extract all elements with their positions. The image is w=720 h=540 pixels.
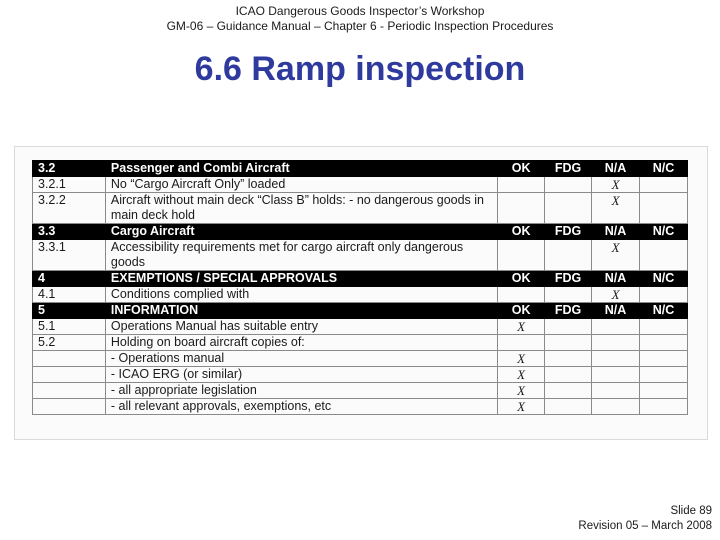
nc-cell: N/C xyxy=(640,271,688,287)
section-header-row xyxy=(33,271,688,287)
header-line-1: ICAO Dangerous Goods Inspector’s Workshop xyxy=(235,4,485,18)
ok-cell xyxy=(498,177,545,193)
na-cell xyxy=(592,319,640,335)
item-number-cell xyxy=(33,351,106,367)
item-number-cell: 4.1 xyxy=(33,287,106,303)
table-row xyxy=(33,399,688,415)
revision-label: Revision 05 – March 2008 xyxy=(578,520,712,532)
ok-cell: OK xyxy=(498,303,545,319)
fdg-cell: FDG xyxy=(545,303,592,319)
description-cell: Cargo Aircraft xyxy=(105,224,497,240)
nc-cell xyxy=(640,383,688,399)
description-cell: INFORMATION xyxy=(105,303,497,319)
item-number-cell: 4 xyxy=(33,271,106,287)
nc-cell xyxy=(640,177,688,193)
nc-cell xyxy=(640,399,688,415)
checklist-body xyxy=(33,161,688,415)
na-cell: N/A xyxy=(592,161,640,177)
table-row xyxy=(33,319,688,335)
ok-cell: X xyxy=(498,319,545,335)
table-row xyxy=(33,383,688,399)
item-number-cell: 3.2.2 xyxy=(33,193,106,224)
slide-number: Slide 89 xyxy=(670,505,712,517)
na-cell: X xyxy=(592,240,640,271)
nc-cell: N/C xyxy=(640,224,688,240)
description-cell: - ICAO ERG (or similar) xyxy=(105,367,497,383)
ok-cell: OK xyxy=(498,224,545,240)
fdg-cell xyxy=(545,351,592,367)
description-cell: Aircraft without main deck “Class B” holds: - no dangerous goods in main deck hold xyxy=(105,193,497,224)
nc-cell xyxy=(640,351,688,367)
description-cell: EXEMPTIONS / SPECIAL APPROVALS xyxy=(105,271,497,287)
table-row xyxy=(33,193,688,224)
ok-cell xyxy=(498,240,545,271)
item-number-cell: 5.1 xyxy=(33,319,106,335)
slide-footer xyxy=(578,504,712,534)
ok-cell: OK xyxy=(498,271,545,287)
ok-cell: X xyxy=(498,383,545,399)
section-header-row xyxy=(33,303,688,319)
description-cell: - all relevant approvals, exemptions, etc xyxy=(105,399,497,415)
na-cell: X xyxy=(592,287,640,303)
nc-cell: N/C xyxy=(640,303,688,319)
slide-title: 6.6 Ramp inspection xyxy=(194,50,526,88)
document-header xyxy=(0,4,720,34)
na-cell: N/A xyxy=(592,224,640,240)
na-cell xyxy=(592,335,640,351)
fdg-cell xyxy=(545,177,592,193)
description-cell: Accessibility requirements met for cargo aircraft only dangerous goods xyxy=(105,240,497,271)
table-row xyxy=(33,240,688,271)
ok-cell xyxy=(498,287,545,303)
table-row xyxy=(33,287,688,303)
nc-cell xyxy=(640,335,688,351)
description-cell: Holding on board aircraft copies of: xyxy=(105,335,497,351)
fdg-cell xyxy=(545,240,592,271)
table-row xyxy=(33,351,688,367)
ok-cell: X xyxy=(498,399,545,415)
description-cell: No “Cargo Aircraft Only” loaded xyxy=(105,177,497,193)
na-cell: N/A xyxy=(592,303,640,319)
section-header-row xyxy=(33,161,688,177)
ok-cell: X xyxy=(498,351,545,367)
nc-cell: N/C xyxy=(640,161,688,177)
fdg-cell: FDG xyxy=(545,161,592,177)
fdg-cell xyxy=(545,287,592,303)
fdg-cell xyxy=(545,383,592,399)
na-cell xyxy=(592,351,640,367)
ok-cell: OK xyxy=(498,161,545,177)
fdg-cell xyxy=(545,399,592,415)
fdg-cell: FDG xyxy=(545,224,592,240)
nc-cell xyxy=(640,367,688,383)
item-number-cell xyxy=(33,399,106,415)
item-number-cell: 5.2 xyxy=(33,335,106,351)
na-cell xyxy=(592,367,640,383)
na-cell: N/A xyxy=(592,271,640,287)
item-number-cell xyxy=(33,383,106,399)
na-cell: X xyxy=(592,193,640,224)
na-cell: X xyxy=(592,177,640,193)
item-number-cell: 3.2 xyxy=(33,161,106,177)
table-row xyxy=(33,367,688,383)
ok-cell xyxy=(498,335,545,351)
item-number-cell: 5 xyxy=(33,303,106,319)
section-header-row xyxy=(33,224,688,240)
description-cell: Conditions complied with xyxy=(105,287,497,303)
na-cell xyxy=(592,383,640,399)
table-row xyxy=(33,335,688,351)
nc-cell xyxy=(640,240,688,271)
item-number-cell: 3.2.1 xyxy=(33,177,106,193)
nc-cell xyxy=(640,287,688,303)
item-number-cell: 3.3 xyxy=(33,224,106,240)
fdg-cell: FDG xyxy=(545,271,592,287)
fdg-cell xyxy=(545,319,592,335)
item-number-cell: 3.3.1 xyxy=(33,240,106,271)
nc-cell xyxy=(640,319,688,335)
nc-cell xyxy=(640,193,688,224)
header-line-2: GM-06 – Guidance Manual – Chapter 6 - Periodic Inspection Procedures xyxy=(166,19,554,33)
fdg-cell xyxy=(545,335,592,351)
na-cell xyxy=(592,399,640,415)
description-cell: - all appropriate legislation xyxy=(105,383,497,399)
fdg-cell xyxy=(545,367,592,383)
fdg-cell xyxy=(545,193,592,224)
description-cell: Operations Manual has suitable entry xyxy=(105,319,497,335)
inspection-checklist-table xyxy=(32,160,688,415)
description-cell: Passenger and Combi Aircraft xyxy=(105,161,497,177)
description-cell: - Operations manual xyxy=(105,351,497,367)
item-number-cell xyxy=(33,367,106,383)
ok-cell xyxy=(498,193,545,224)
table-row xyxy=(33,177,688,193)
ok-cell: X xyxy=(498,367,545,383)
